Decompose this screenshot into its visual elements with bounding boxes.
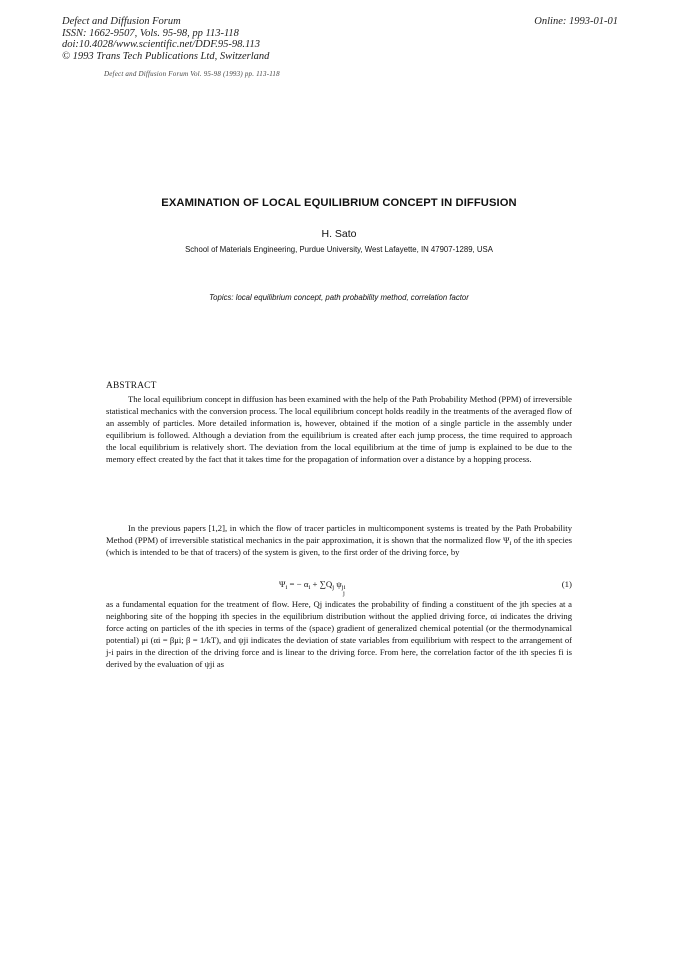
issn-line: ISSN: 1662-9507, Vols. 95-98, pp 113-118 (62, 27, 239, 39)
intro-paragraph-1-end: of the ith species (which is intended to be that of tracers) of the system is given, to the first order of the driving force, by (106, 534, 572, 557)
abstract-heading: ABSTRACT (106, 381, 157, 391)
intro-paragraph-1: In the previous papers [1,2], in which the flow of tracer particles in multicomponent systems is treated by the Path Probability Method (PPM) of irreversible statistical mechanics in the pair approximation, it is shown that the normalized flow $\Psi_i$ of the ith species (which is intended to be that of tracers) of the system is given, to the first order of the driving force, by (106, 523, 572, 557)
equation-sum-index: j (343, 590, 345, 597)
equation-number: (1) (561, 579, 572, 589)
online-date: Online: 1993-01-01 (534, 16, 618, 27)
faded-running-header: Defect and Diffusion Forum Vol. 95-98 (1993) pp. 113-118 (104, 70, 280, 78)
author-affiliation: School of Materials Engineering, Purdue University, West Lafayette, IN 47907-1289, USA (185, 245, 493, 254)
doi-link[interactable]: doi:10.4028/www.scientific.net/DDF.95-98.113 (62, 39, 261, 50)
paper-title: EXAMINATION OF LOCAL EQUILIBRIUM CONCEPT IN DIFFUSION (161, 197, 517, 209)
copyright-line: © 1993 Trans Tech Publications Ltd, Switzerland (62, 50, 270, 62)
equation-1 (106, 579, 572, 599)
paper-author: H. Sato (321, 228, 357, 240)
equation-body: $\Psi_i$ = − $\alpha_i + \sum Q_j$ $\psi_{ji}$ (279, 579, 346, 591)
page-header (62, 16, 618, 62)
intro-paragraph-2: as a fundamental equation for the treatment of flow. Here, Qj indicates the probability of finding a constituent of the jth species at a neighboring site of the hopping ith species in the equilibrium distribution without the applied driving force, αi indicates the driving force acting on particles of the ith species in terms of the (space) gradient of generalized chemical potential (or the thermodynamical potential) μi (αi = βμi; β = 1/kT), and ψji indicates the deviation of state variables from equilibrium with respect to the arrangement of j-i pairs in the direction of the driving force and is linear to the driving force. From here, the correlation factor of the ith species fi is derived by the evaluation of ψji as (106, 599, 572, 669)
paper-topics: Topics: local equilibrium concept, path probability method, correlation factor (209, 293, 469, 302)
journal-name: Defect and Diffusion Forum (62, 16, 181, 27)
abstract-text: The local equilibrium concept in diffusion has been examined with the help of the Path Probability Method (PPM) of irreversible statistical mechanics with the conversion process. The local equilibrium concept holds readily in the treatments of the averaged flow of an assembly of particles. More detailed information is, however, obtained if the motion of a single particle in the assembly under equilibrium is followed. Although a deviation from the equilibrium is created after each jump process, the time required to approach the local equilibrium is relatively short. The deviation from the local equilibrium at the time of jump is explained to be due to the memory effect created by the fact that it takes time for the propagation of information over a distance by a hopping process. (106, 394, 572, 464)
intro-paragraph-1-start: In the previous papers [1,2], in which the flow of tracer particles in multicomponent systems is treated by the Path Probability Method (PPM) of irreversible statistical mechanics in the pair approximation, it is shown that the normalized flow (106, 523, 572, 545)
